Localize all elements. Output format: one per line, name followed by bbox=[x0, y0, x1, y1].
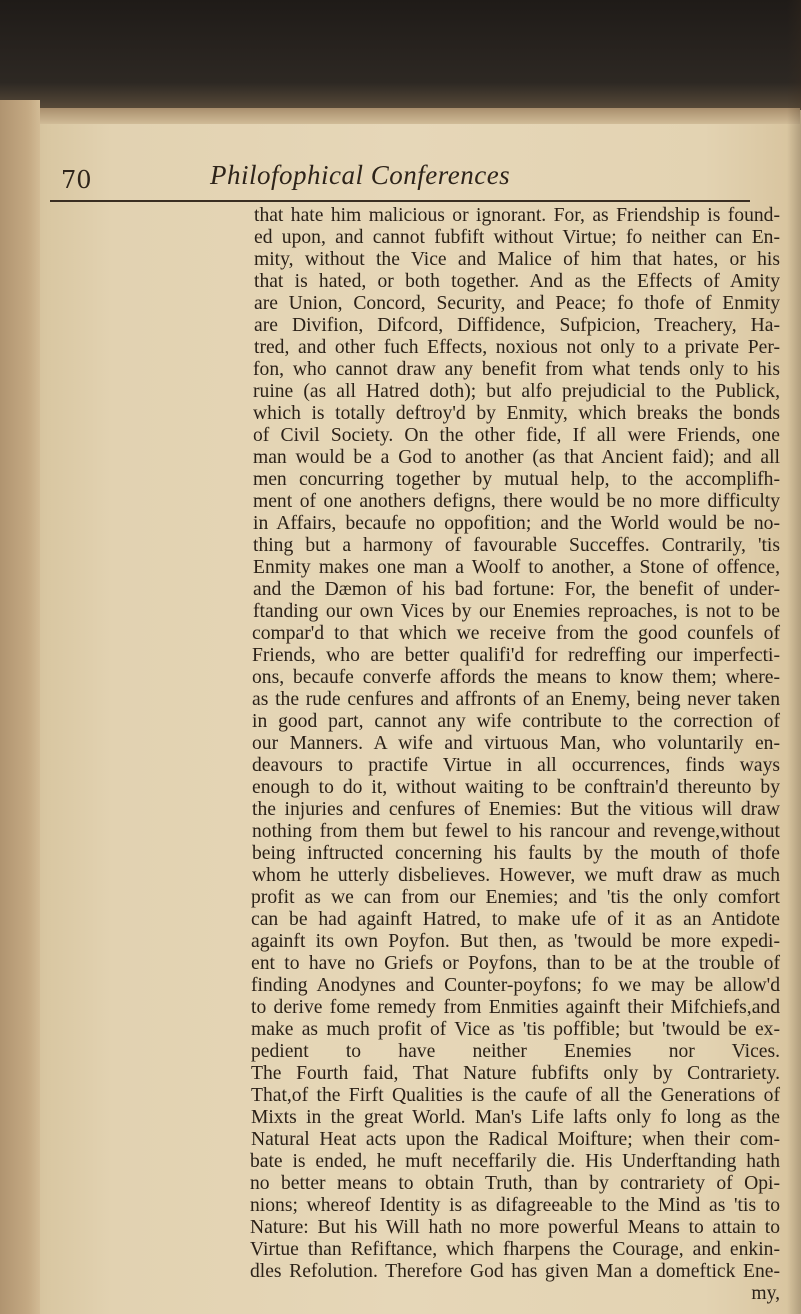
text-line: fon, who cannot draw any benefit from what tends only to his bbox=[253, 359, 780, 380]
page-gutter bbox=[0, 100, 40, 1314]
text-line: nions; whereof Identity is as difagreeable to the Mind as 'tis to bbox=[250, 1195, 780, 1216]
text-line: enough to do it, without waiting to be conftrain'd thereunto by bbox=[252, 777, 780, 798]
text-line: ons, becaufe converfe affords the means to know them; where- bbox=[252, 667, 780, 688]
page-number: 70 bbox=[61, 166, 92, 194]
running-head: Philofophical Conferences bbox=[210, 160, 511, 190]
text-line: of Civil Society. On the other fide, If all were Friends, one bbox=[253, 425, 780, 446]
text-line: no better means to obtain Truth, than by contrariety of Opi- bbox=[250, 1173, 780, 1194]
text-line: being inftructed concerning his faults by the mouth of thofe bbox=[252, 843, 780, 864]
text-line: profit as we can from our Enemies; and 'tis the only comfort bbox=[251, 887, 780, 908]
text-line: Nature: But his Will hath no more powerful Means to attain to bbox=[250, 1217, 780, 1238]
text-line: mity, without the Vice and Malice of him that hates, or his bbox=[254, 249, 780, 270]
text-line: That,of the Firft Qualities is the caufe of all the Generations of bbox=[251, 1085, 780, 1106]
text-line: compar'd to that which we receive from the good counfels of bbox=[252, 623, 780, 644]
text-line: pedient to have neither Enemies nor Vices. bbox=[251, 1041, 780, 1062]
text-line: that hate him malicious or ignorant. For, as Friendship is found- bbox=[254, 205, 780, 226]
text-line: ed upon, and cannot fubfift without Virtue; fo neither can En- bbox=[254, 227, 780, 248]
text-line: in Affairs, becaufe no oppofition; and the World would be no- bbox=[253, 513, 780, 534]
scan-background bbox=[0, 0, 801, 110]
text-line: dles Refolution. Therefore God has given Man a domeftick Ene- bbox=[250, 1261, 780, 1282]
text-line: Friends, who are better qualifi'd for redreffing our imperfecti- bbox=[252, 645, 780, 666]
text-line: in good part, cannot any wife contribute to the correction of bbox=[252, 711, 780, 732]
text-line: men concurring together by mutual help, to the accomplifh- bbox=[253, 469, 780, 490]
text-line: make as much profit of Vice as 'tis poffible; but 'twould be ex- bbox=[251, 1019, 780, 1040]
text-line: and the Dæmon of his bad fortune: For, the benefit of under- bbox=[253, 579, 780, 600]
text-line: finding Anodynes and Counter-poyfons; fo we may be allow'd bbox=[251, 975, 780, 996]
text-line: are Divifion, Difcord, Diffidence, Sufpicion, Treachery, Ha- bbox=[254, 315, 780, 336]
text-line: ment of one anothers defigns, there would be no more difficulty bbox=[253, 491, 780, 512]
text-line: againft its own Poyfon. But then, as 'twould be more expedi- bbox=[251, 931, 780, 952]
text-line: man would be a God to another (as that Ancient faid); and all bbox=[253, 447, 780, 468]
text-line: tred, and other fuch Effects, noxious not only to a private Per- bbox=[254, 337, 780, 358]
page-shadow bbox=[787, 0, 801, 1314]
text-line: ruine (as all Hatred doth); but alfo prejudicial to the Publick, bbox=[253, 381, 780, 402]
text-line: are Union, Concord, Security, and Peace; fo thofe of Enmity bbox=[254, 293, 780, 314]
text-line: whom he utterly disbelieves. However, we muft draw as much bbox=[252, 865, 780, 886]
text-line: as the rude cenfures and affronts of an Enemy, being never taken bbox=[252, 689, 780, 710]
catchword: my, bbox=[751, 1283, 780, 1304]
text-line: The Fourth faid, That Nature fubfifts only by Contrariety. bbox=[251, 1063, 780, 1084]
page-top-edge bbox=[40, 108, 800, 124]
text-line: nothing from them but fewel to his rancour and revenge,without bbox=[252, 821, 780, 842]
text-line: ent to have no Griefs or Poyfons, than to be at the trouble of bbox=[251, 953, 780, 974]
text-line: to derive fome remedy from Enmities againft their Mifchiefs,and bbox=[251, 997, 780, 1018]
header-rule bbox=[50, 200, 750, 202]
text-line: which is totally deftroy'd by Enmity, which breaks the bonds bbox=[253, 403, 780, 424]
text-line: can be had againft Hatred, to make ufe of it as an Antidote bbox=[251, 909, 780, 930]
text-line: ftanding our own Vices by our Enemies reproaches, is not to be bbox=[253, 601, 780, 622]
text-line: our Manners. A wife and virtuous Man, who voluntarily en- bbox=[252, 733, 780, 754]
text-line: bate is ended, he muft neceffarily die. His Underftanding hath bbox=[250, 1151, 780, 1172]
text-line: Mixts in the great World. Man's Life lafts only fo long as the bbox=[251, 1107, 780, 1128]
text-line: deavours to practife Virtue in all occurrences, finds ways bbox=[252, 755, 780, 776]
text-line: thing but a harmony of favourable Succeffes. Contrarily, 'tis bbox=[253, 535, 780, 556]
text-line: Enmity makes one man a Woolf to another, a Stone of offence, bbox=[253, 557, 780, 578]
page-header bbox=[55, 160, 755, 198]
text-line: Virtue than Refiftance, which fharpens the Courage, and enkin- bbox=[250, 1239, 780, 1260]
text-line: the injuries and cenfures of Enemies: But the vitious will draw bbox=[252, 799, 780, 820]
text-line: Natural Heat acts upon the Radical Moifture; when their com- bbox=[251, 1129, 780, 1150]
text-line: that is hated, or both together. And as the Effects of Amity bbox=[254, 271, 780, 292]
